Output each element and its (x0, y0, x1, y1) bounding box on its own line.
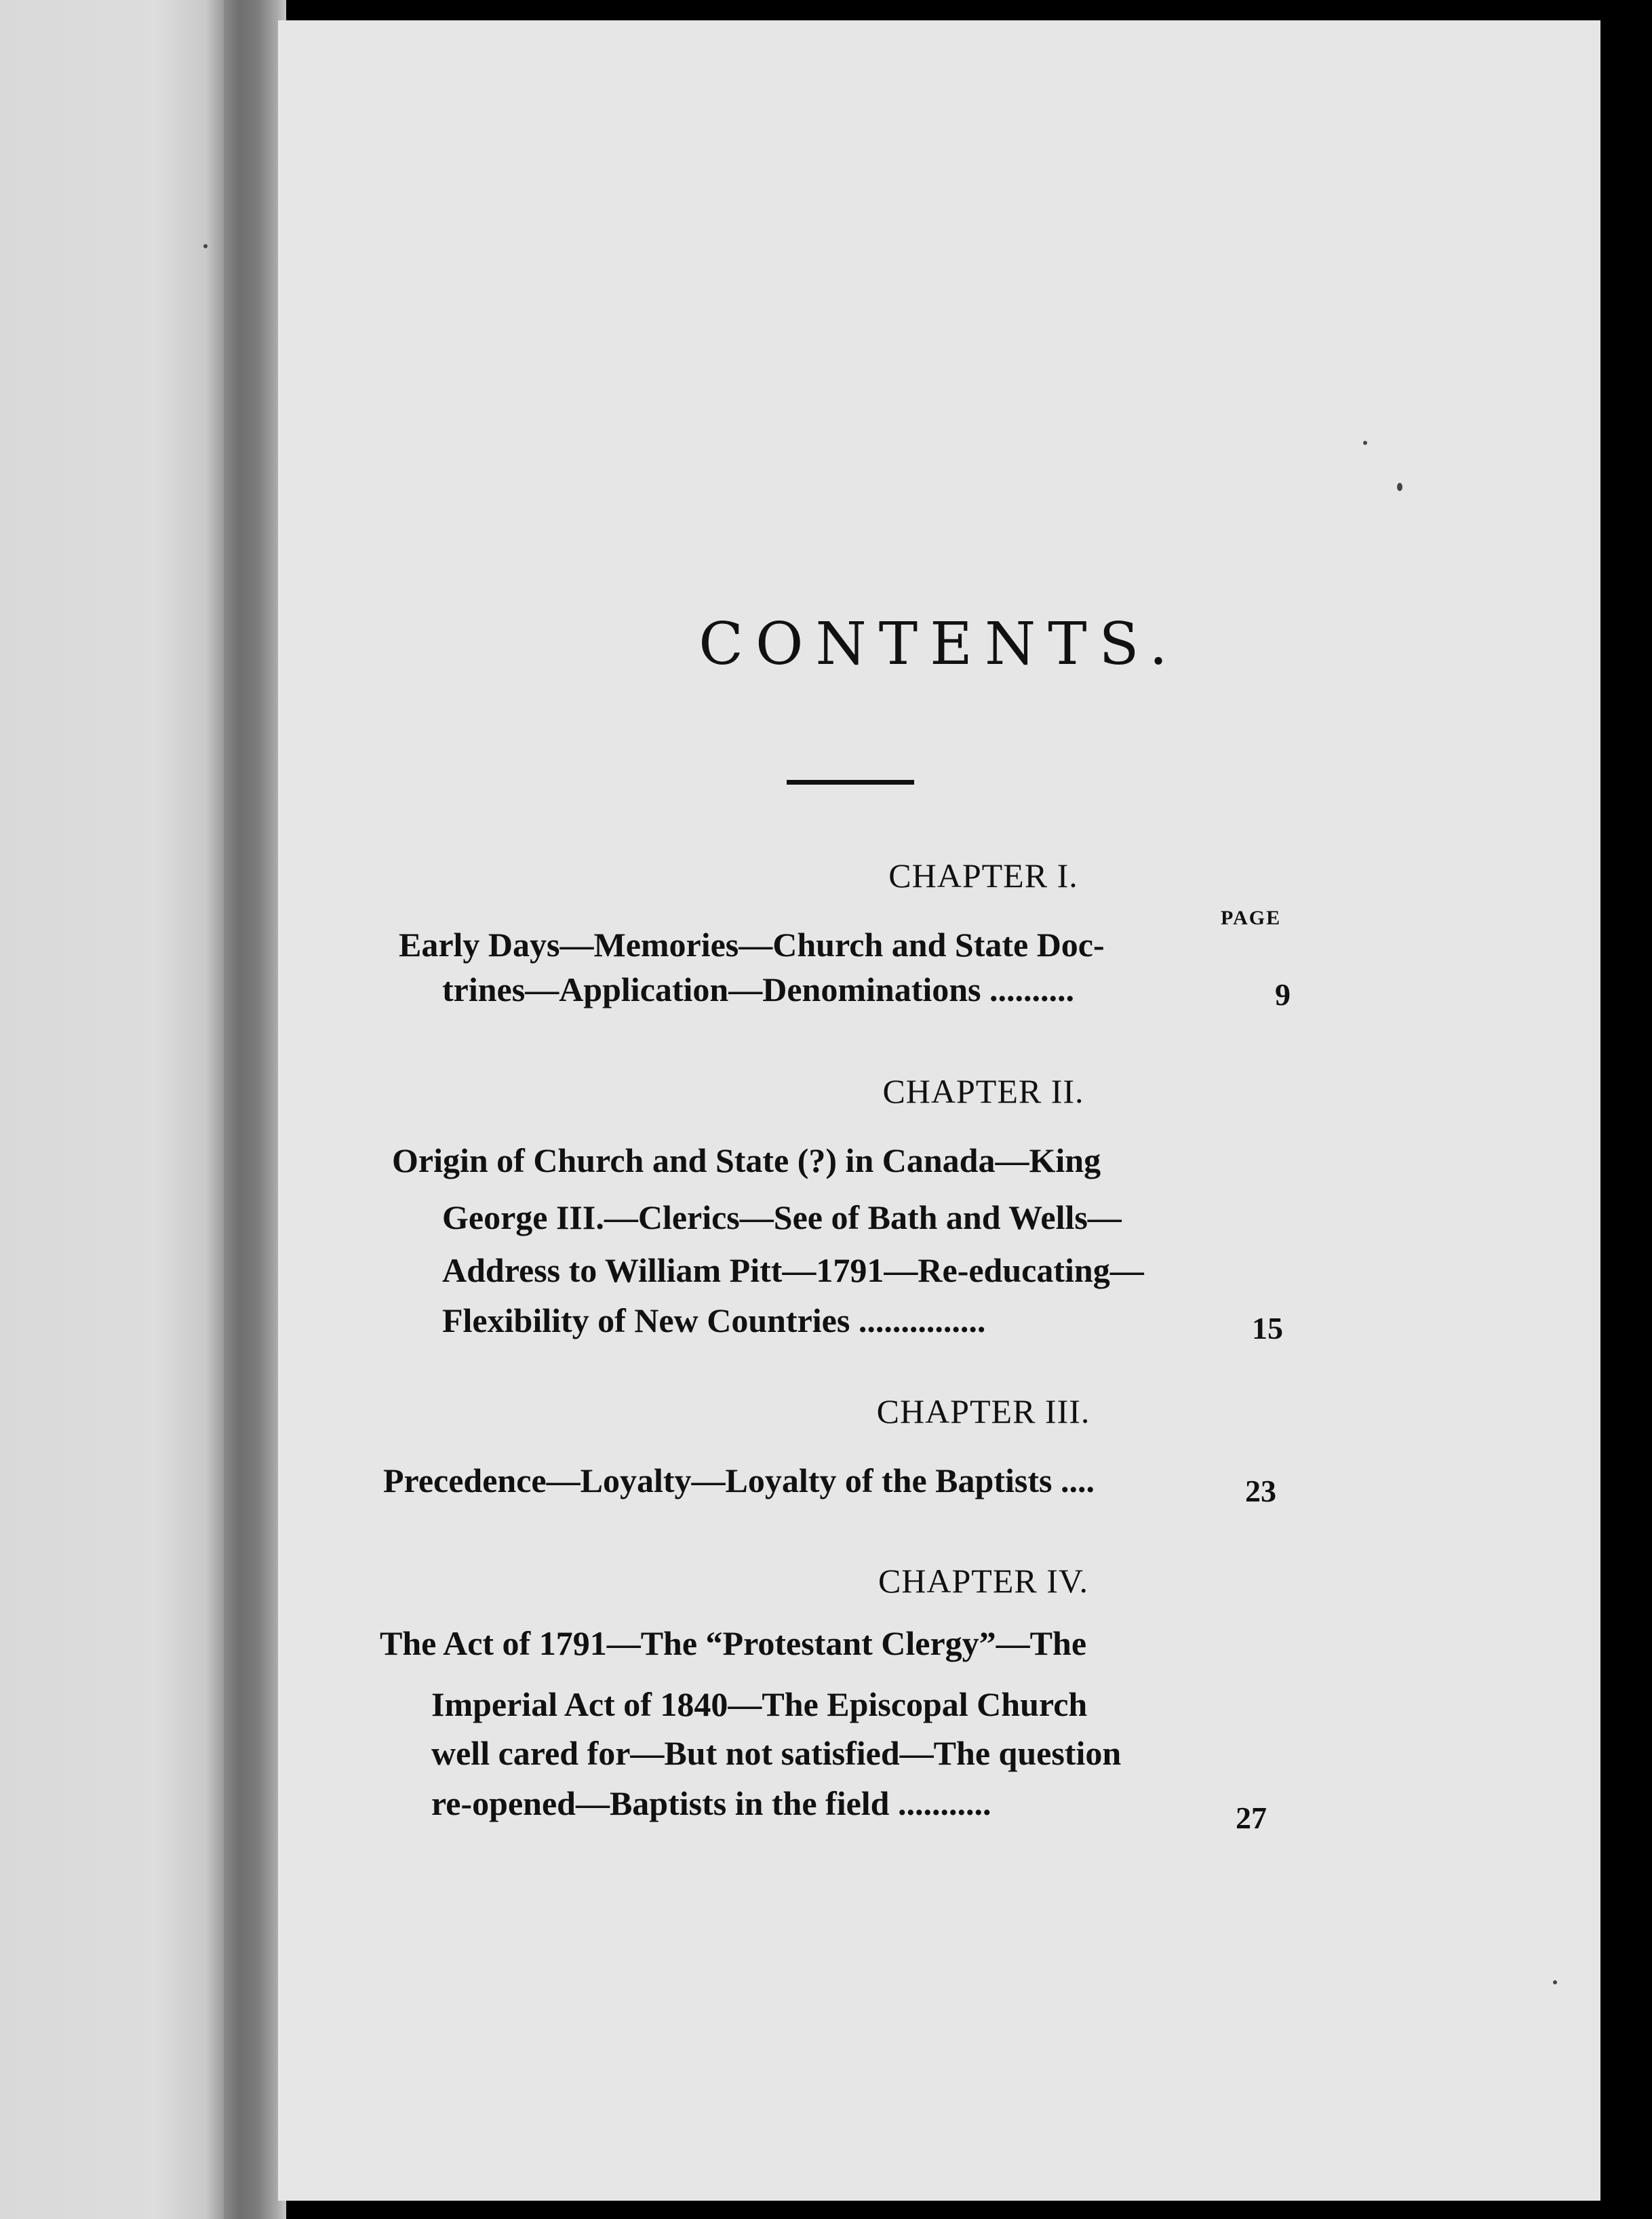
entry-line: Origin of Church and State (?) in Canada—King (392, 1141, 1101, 1179)
entry-line: George III.—Clerics—See of Bath and Wells— (442, 1198, 1122, 1236)
heading-rule (787, 780, 914, 785)
entry-line: re-opened—Baptists in the field ........... (431, 1784, 991, 1822)
page-column-label: PAGE (1221, 907, 1282, 929)
entry-line: Early Days—Memories—Church and State Doc- (399, 926, 1105, 964)
entry-line: trines—Application—Denominations .......... (442, 970, 1075, 1008)
page-number: 9 (1275, 977, 1291, 1012)
paper-speck (1553, 1980, 1557, 1984)
contents-heading: CONTENTS. (699, 610, 1180, 678)
paper-speck (203, 244, 208, 248)
entry-line: The Act of 1791—The “Protestant Clergy”—The (380, 1624, 1087, 1662)
page-number: 23 (1245, 1474, 1276, 1508)
entry-line: Precedence—Loyalty—Loyalty of the Baptists .... (383, 1461, 1095, 1499)
chapter-heading: CHAPTER III. (876, 1392, 1090, 1430)
chapter-heading: CHAPTER IV. (878, 1562, 1089, 1600)
page-number: 27 (1236, 1801, 1267, 1835)
entry-line: Flexibility of New Countries ............... (442, 1301, 986, 1339)
entry-line: well cared for—But not satisfied—The question (431, 1734, 1122, 1772)
paper-speck (1397, 483, 1402, 491)
page-number: 15 (1252, 1311, 1283, 1346)
paper-speck (1363, 441, 1367, 445)
entry-line: Imperial Act of 1840—The Episcopal Church (431, 1685, 1088, 1723)
entry-line: Address to William Pitt—1791—Re-educating— (442, 1251, 1144, 1289)
chapter-heading: CHAPTER II. (882, 1072, 1084, 1110)
chapter-heading: CHAPTER I. (888, 857, 1078, 895)
